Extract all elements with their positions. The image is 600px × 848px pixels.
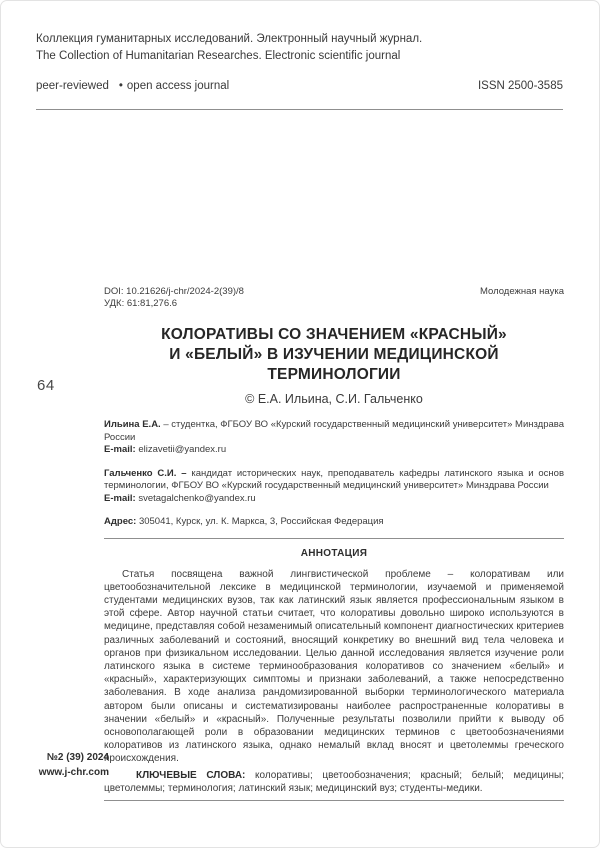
abstract-text: Статья посвящена важной лингвистической проблеме – колоративам или цветообозначительной лексике в медицинской терминологии, изучаемой и применяемой студентами медицинских вузов, так как латинский язык является профессиональным языком в этой сфере. Автор научной статьи считает, что колоративы довольно широко используются в медицине, представляя собой незаменимый описательный компонент диагностических критериев различных заболеваний и состояний, вносящий конкретику во внешний вид тела человека и органов при физикальном исследовании. Целью данной исследования является изучение роли латинского языка в системе терминообразования колоративов со значением «белый» и «красный», характеризующих симптомы и признаки заболеваний, а также непосредственно заболевания. В ходе анализа рандомизированной выборки терминологического материала автором были описаны и систематизированы наиболее распространенные колоративы в значении «белый» и «красный». Полученные результаты позволили прийти к выводу об основополагающей роли в образовании медицинских терминов с цветообозначениями колоративов из латинского языка, однако немалый вклад вносят и цветолеммы греческого происхождения. [104,568,564,765]
keywords-label: КЛЮЧЕВЫЕ СЛОВА: [136,769,246,781]
email-label: E-mail: [104,492,136,504]
article-title-line: И «БЕЛЫЙ» В ИЗУЧЕНИИ МЕДИЦИНСКОЙ [169,346,499,363]
author-email-galchenko [104,493,564,506]
access-row [36,80,563,92]
header-divider [36,109,563,110]
article-title [104,325,564,385]
address-value: 305041, Курск, ул. К. Маркса, 3, Российская Федерация [138,516,384,527]
article-title-line: ТЕРМИНОЛОГИИ [267,366,401,383]
author-name: Ильина Е.А. [104,419,161,430]
keywords-line [104,769,564,795]
article-title-line: КОЛОРАТИВЫ СО ЗНАЧЕНИЕМ «КРАСНЫЙ» [161,326,507,343]
article-authors: © Е.А. Ильина, С.И. Гальченко [245,392,423,406]
page-number: 64 [37,377,55,394]
bullet-separator: • [118,80,123,92]
abstract-heading: АННОТАЦИЯ [300,547,368,559]
address-line [104,516,564,529]
journal-title-ru: Коллекция гуманитарных исследований. Электронный научный журнал. [36,33,423,45]
author-email-ilina [104,444,564,457]
author-affiliation: кандидат исторических наук, преподаватель кафедры латинского языка и основ терминологии, ФГБОУ ВО «Курский государственный медицинский университет» Минздрава России [104,467,564,491]
author-affiliation: – студентка, ФГБОУ ВО «Курский государственный медицинский университет» Минздрава России [104,419,565,443]
article-meta-row [104,286,564,298]
issue-info [1,751,109,780]
email-address: elizavetii@yandex.ru [138,444,227,455]
author-bio-ilina [104,419,564,444]
author-name: Гальченко С.И. – [104,467,187,479]
issn-label: ISSN 2500-3585 [477,80,563,92]
article-content [104,286,564,801]
keywords-value: колоративы; цветообозначения; красный; белый; медицины; цветолеммы; терминология; латинский язык; медицинский вуз; студенты-медики. [104,769,564,794]
review-status-label: peer-reviewed [36,80,109,92]
udk-label: УДК: 61:81,276.6 [104,298,178,309]
issue-number: №2 (39) 2024 [46,752,109,763]
section-label: Молодежная наука [479,286,564,297]
journal-website: www.j-chr.com [38,766,109,778]
journal-title-en: The Collection of Humanitarian Researches. Electronic scientific journal [36,50,401,62]
author-bio-galchenko [104,468,564,493]
access-info [36,80,233,92]
access-type-label: open access journal [126,80,230,92]
address-label: Адрес: [104,516,137,527]
abstract-top-divider [104,538,564,539]
email-address: svetagalchenko@yandex.ru [138,492,256,504]
bottom-divider [104,800,564,801]
email-label: E-mail: [104,444,136,455]
doi-label: DOI: 10.21626/j-chr/2024-2(39)/8 [104,286,244,297]
journal-header [1,1,599,110]
